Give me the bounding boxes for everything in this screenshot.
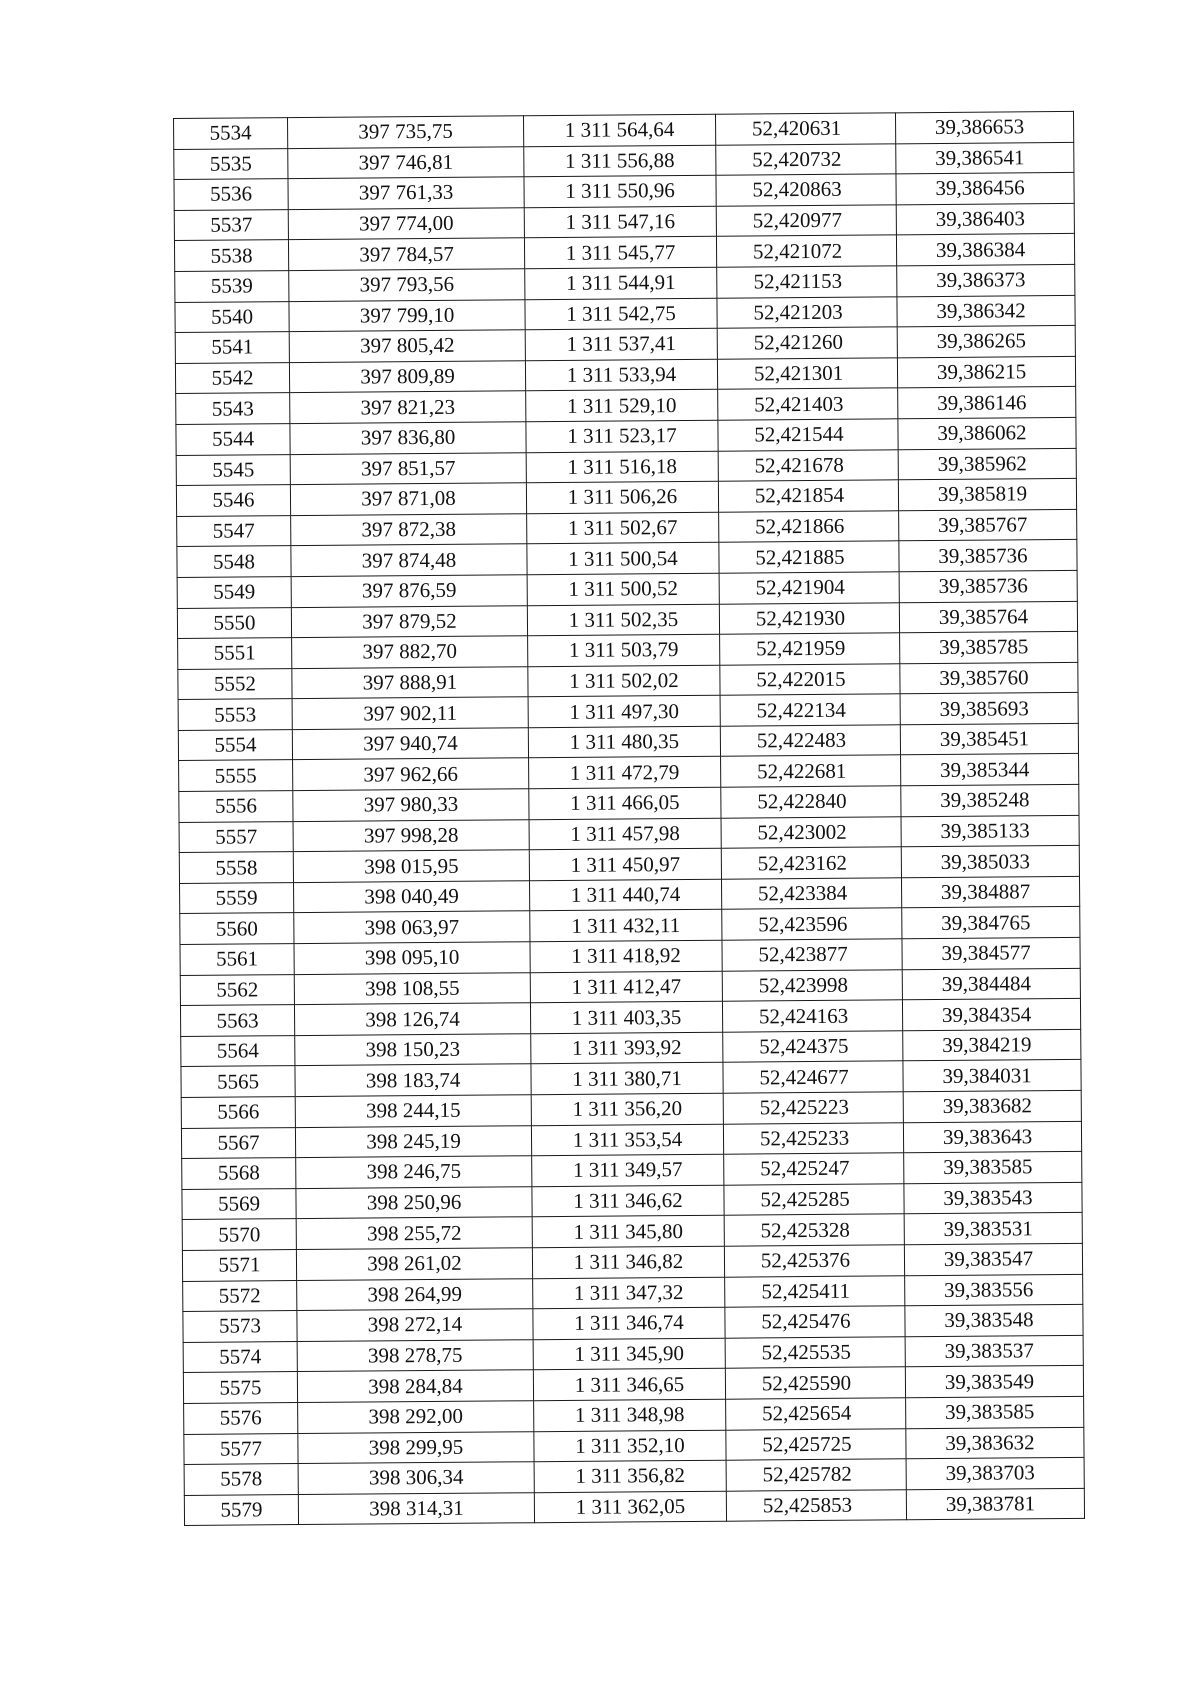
y-coordinate-cell: 1 311 450,97 — [529, 848, 721, 880]
y-coordinate-cell: 1 311 466,05 — [529, 787, 721, 819]
point-number-cell: 5556 — [179, 791, 293, 822]
x-coordinate-cell: 397 793,56 — [289, 269, 525, 301]
latitude-cell: 52,421854 — [718, 480, 898, 512]
longitude-cell: 39,385736 — [899, 540, 1077, 572]
x-coordinate-cell: 397 940,74 — [292, 728, 528, 760]
longitude-cell: 39,385693 — [900, 693, 1078, 725]
latitude-cell: 52,424677 — [723, 1061, 903, 1093]
x-coordinate-cell: 398 284,84 — [297, 1370, 533, 1402]
point-number-cell: 5560 — [180, 913, 294, 944]
point-number-cell: 5570 — [182, 1219, 296, 1250]
y-coordinate-cell: 1 311 502,67 — [527, 512, 719, 544]
point-number-cell: 5569 — [182, 1188, 296, 1219]
x-coordinate-cell: 398 292,00 — [298, 1401, 534, 1433]
latitude-cell: 52,425223 — [723, 1092, 903, 1124]
y-coordinate-cell: 1 311 537,41 — [525, 328, 717, 360]
x-coordinate-cell: 398 250,96 — [296, 1186, 532, 1218]
x-coordinate-cell: 398 246,75 — [296, 1156, 532, 1188]
x-coordinate-cell: 397 851,57 — [290, 452, 526, 484]
longitude-cell: 39,383632 — [906, 1427, 1084, 1459]
y-coordinate-cell: 1 311 480,35 — [528, 726, 720, 758]
longitude-cell: 39,385033 — [901, 846, 1079, 878]
x-coordinate-cell: 397 874,48 — [291, 544, 527, 576]
latitude-cell: 52,425376 — [724, 1245, 904, 1277]
y-coordinate-cell: 1 311 432,11 — [530, 910, 722, 942]
longitude-cell: 39,385764 — [899, 601, 1077, 633]
point-number-cell: 5562 — [180, 974, 294, 1005]
point-number-cell: 5557 — [179, 821, 293, 852]
y-coordinate-cell: 1 311 503,79 — [528, 634, 720, 666]
latitude-cell: 52,423162 — [721, 847, 901, 879]
point-number-cell: 5573 — [183, 1311, 297, 1342]
y-coordinate-cell: 1 311 542,75 — [525, 298, 717, 330]
x-coordinate-cell: 398 264,99 — [297, 1278, 533, 1310]
coordinates-table — [173, 111, 1085, 1526]
x-coordinate-cell: 397 882,70 — [292, 636, 528, 668]
longitude-cell: 39,386146 — [898, 387, 1076, 419]
latitude-cell: 52,425725 — [726, 1428, 906, 1460]
point-number-cell: 5577 — [184, 1433, 298, 1464]
y-coordinate-cell: 1 311 345,90 — [533, 1338, 725, 1370]
longitude-cell: 39,386653 — [895, 111, 1073, 143]
point-number-cell: 5551 — [178, 638, 292, 669]
longitude-cell: 39,385962 — [898, 448, 1076, 480]
x-coordinate-cell: 397 876,59 — [291, 575, 527, 607]
longitude-cell: 39,383547 — [904, 1243, 1082, 1275]
x-coordinate-cell: 397 962,66 — [293, 758, 529, 790]
latitude-cell: 52,422134 — [720, 694, 900, 726]
longitude-cell: 39,383556 — [905, 1274, 1083, 1306]
point-number-cell: 5537 — [174, 209, 288, 240]
longitude-cell: 39,383585 — [906, 1396, 1084, 1428]
point-number-cell: 5543 — [176, 393, 290, 424]
y-coordinate-cell: 1 311 393,92 — [531, 1032, 723, 1064]
longitude-cell: 39,385248 — [901, 784, 1079, 816]
y-coordinate-cell: 1 311 502,35 — [527, 604, 719, 636]
longitude-cell: 39,384887 — [901, 876, 1079, 908]
point-number-cell: 5575 — [183, 1372, 297, 1403]
x-coordinate-cell: 398 040,49 — [294, 881, 530, 913]
y-coordinate-cell: 1 311 500,54 — [527, 543, 719, 575]
table-row — [184, 1488, 1084, 1526]
x-coordinate-cell: 398 244,15 — [295, 1095, 531, 1127]
point-number-cell: 5542 — [175, 362, 289, 393]
longitude-cell: 39,386062 — [898, 417, 1076, 449]
x-coordinate-cell: 397 836,80 — [290, 422, 526, 454]
point-number-cell: 5571 — [182, 1250, 296, 1281]
point-number-cell: 5574 — [183, 1341, 297, 1372]
longitude-cell: 39,386456 — [896, 173, 1074, 205]
latitude-cell: 52,425233 — [723, 1122, 903, 1154]
latitude-cell: 52,421403 — [718, 388, 898, 420]
longitude-cell: 39,385760 — [900, 662, 1078, 694]
longitude-cell: 39,384765 — [902, 907, 1080, 939]
x-coordinate-cell: 398 183,74 — [295, 1064, 531, 1096]
latitude-cell: 52,422681 — [721, 755, 901, 787]
y-coordinate-cell: 1 311 353,54 — [531, 1124, 723, 1156]
y-coordinate-cell: 1 311 346,62 — [532, 1185, 724, 1217]
x-coordinate-cell: 397 888,91 — [292, 666, 528, 698]
point-number-cell: 5564 — [181, 1035, 295, 1066]
x-coordinate-cell: 397 805,42 — [289, 330, 525, 362]
point-number-cell: 5549 — [177, 576, 291, 607]
latitude-cell: 52,423877 — [722, 939, 902, 971]
longitude-cell: 39,383531 — [904, 1213, 1082, 1245]
y-coordinate-cell: 1 311 346,74 — [533, 1307, 725, 1339]
x-coordinate-cell: 397 774,00 — [288, 208, 524, 240]
longitude-cell: 39,385133 — [901, 815, 1079, 847]
latitude-cell: 52,420732 — [716, 143, 896, 175]
x-coordinate-cell: 398 150,23 — [295, 1034, 531, 1066]
longitude-cell: 39,384577 — [902, 937, 1080, 969]
x-coordinate-cell: 397 980,33 — [293, 789, 529, 821]
latitude-cell: 52,425411 — [725, 1275, 905, 1307]
longitude-cell: 39,383549 — [905, 1366, 1083, 1398]
latitude-cell: 52,423596 — [722, 908, 902, 940]
latitude-cell: 52,422840 — [721, 786, 901, 818]
y-coordinate-cell: 1 311 516,18 — [526, 451, 718, 483]
longitude-cell: 39,384031 — [903, 1060, 1081, 1092]
point-number-cell: 5558 — [179, 852, 293, 883]
longitude-cell: 39,386265 — [897, 326, 1075, 358]
longitude-cell: 39,383682 — [903, 1090, 1081, 1122]
latitude-cell: 52,421301 — [717, 358, 897, 390]
point-number-cell: 5553 — [178, 699, 292, 730]
latitude-cell: 52,423998 — [722, 969, 902, 1001]
x-coordinate-cell: 397 998,28 — [293, 819, 529, 851]
latitude-cell: 52,425476 — [725, 1306, 905, 1338]
x-coordinate-cell: 397 872,38 — [291, 513, 527, 545]
y-coordinate-cell: 1 311 346,82 — [532, 1246, 724, 1278]
y-coordinate-cell: 1 311 544,91 — [525, 267, 717, 299]
latitude-cell: 52,421959 — [720, 633, 900, 665]
y-coordinate-cell: 1 311 556,88 — [524, 145, 716, 177]
y-coordinate-cell: 1 311 380,71 — [531, 1063, 723, 1095]
point-number-cell: 5539 — [175, 271, 289, 302]
y-coordinate-cell: 1 311 418,92 — [530, 940, 722, 972]
point-number-cell: 5545 — [176, 454, 290, 485]
longitude-cell: 39,385736 — [899, 570, 1077, 602]
latitude-cell: 52,425853 — [726, 1490, 906, 1522]
x-coordinate-cell: 397 821,23 — [290, 391, 526, 423]
y-coordinate-cell: 1 311 497,30 — [528, 696, 720, 728]
latitude-cell: 52,425590 — [725, 1367, 905, 1399]
x-coordinate-cell: 397 809,89 — [289, 360, 525, 392]
latitude-cell: 52,425328 — [724, 1214, 904, 1246]
x-coordinate-cell: 397 735,75 — [288, 116, 524, 148]
latitude-cell: 52,423384 — [721, 878, 901, 910]
longitude-cell: 39,385451 — [900, 723, 1078, 755]
longitude-cell: 39,386541 — [896, 142, 1074, 174]
point-number-cell: 5567 — [181, 1127, 295, 1158]
latitude-cell: 52,422015 — [720, 663, 900, 695]
point-number-cell: 5535 — [174, 148, 288, 179]
y-coordinate-cell: 1 311 403,35 — [530, 1001, 722, 1033]
longitude-cell: 39,386373 — [897, 264, 1075, 296]
point-number-cell: 5538 — [174, 240, 288, 271]
x-coordinate-cell: 397 761,33 — [288, 177, 524, 209]
latitude-cell: 52,420977 — [716, 205, 896, 237]
x-coordinate-cell: 398 278,75 — [297, 1339, 533, 1371]
y-coordinate-cell: 1 311 564,64 — [523, 114, 715, 146]
latitude-cell: 52,421930 — [719, 602, 899, 634]
y-coordinate-cell: 1 311 352,10 — [534, 1430, 726, 1462]
x-coordinate-cell: 398 126,74 — [294, 1003, 530, 1035]
longitude-cell: 39,383537 — [905, 1335, 1083, 1367]
longitude-cell: 39,385344 — [901, 754, 1079, 786]
y-coordinate-cell: 1 311 362,05 — [534, 1491, 726, 1523]
longitude-cell: 39,384219 — [903, 1029, 1081, 1061]
y-coordinate-cell: 1 311 500,52 — [527, 573, 719, 605]
latitude-cell: 52,424375 — [723, 1031, 903, 1063]
x-coordinate-cell: 398 314,31 — [298, 1492, 534, 1524]
x-coordinate-cell: 397 799,10 — [289, 299, 525, 331]
point-number-cell: 5547 — [177, 515, 291, 546]
y-coordinate-cell: 1 311 346,65 — [533, 1369, 725, 1401]
longitude-cell: 39,383703 — [906, 1458, 1084, 1490]
y-coordinate-cell: 1 311 550,96 — [524, 175, 716, 207]
latitude-cell: 52,420863 — [716, 174, 896, 206]
y-coordinate-cell: 1 311 440,74 — [530, 879, 722, 911]
point-number-cell: 5544 — [176, 424, 290, 455]
x-coordinate-cell: 398 108,55 — [294, 972, 530, 1004]
y-coordinate-cell: 1 311 349,57 — [532, 1154, 724, 1186]
y-coordinate-cell: 1 311 412,47 — [530, 971, 722, 1003]
longitude-cell: 39,386403 — [896, 203, 1074, 235]
longitude-cell: 39,383585 — [904, 1152, 1082, 1184]
point-number-cell: 5572 — [183, 1280, 297, 1311]
point-number-cell: 5561 — [180, 944, 294, 975]
y-coordinate-cell: 1 311 347,32 — [533, 1277, 725, 1309]
x-coordinate-cell: 397 902,11 — [292, 697, 528, 729]
point-number-cell: 5579 — [184, 1494, 298, 1525]
point-number-cell: 5554 — [178, 729, 292, 760]
y-coordinate-cell: 1 311 348,98 — [534, 1399, 726, 1431]
y-coordinate-cell: 1 311 523,17 — [526, 420, 718, 452]
point-number-cell: 5541 — [175, 332, 289, 363]
x-coordinate-cell: 398 272,14 — [297, 1309, 533, 1341]
point-number-cell: 5546 — [176, 485, 290, 516]
latitude-cell: 52,421260 — [717, 327, 897, 359]
y-coordinate-cell: 1 311 472,79 — [529, 757, 721, 789]
point-number-cell: 5540 — [175, 301, 289, 332]
latitude-cell: 52,421072 — [716, 235, 896, 267]
latitude-cell: 52,424163 — [722, 1000, 902, 1032]
x-coordinate-cell: 397 879,52 — [291, 605, 527, 637]
longitude-cell: 39,383781 — [906, 1488, 1084, 1520]
point-number-cell: 5566 — [181, 1097, 295, 1128]
x-coordinate-cell: 398 255,72 — [296, 1217, 532, 1249]
latitude-cell: 52,425285 — [724, 1184, 904, 1216]
longitude-cell: 39,385819 — [898, 479, 1076, 511]
point-number-cell: 5552 — [178, 668, 292, 699]
x-coordinate-cell: 398 095,10 — [294, 942, 530, 974]
latitude-cell: 52,420631 — [715, 113, 895, 145]
longitude-cell: 39,383548 — [905, 1305, 1083, 1337]
y-coordinate-cell: 1 311 547,16 — [524, 206, 716, 238]
x-coordinate-cell: 398 063,97 — [294, 911, 530, 943]
latitude-cell: 52,421885 — [719, 541, 899, 573]
point-number-cell: 5555 — [179, 760, 293, 791]
x-coordinate-cell: 397 871,08 — [290, 483, 526, 515]
x-coordinate-cell: 398 261,02 — [296, 1248, 532, 1280]
y-coordinate-cell: 1 311 457,98 — [529, 818, 721, 850]
x-coordinate-cell: 398 306,34 — [298, 1462, 534, 1494]
latitude-cell: 52,421153 — [717, 266, 897, 298]
longitude-cell: 39,384354 — [902, 999, 1080, 1031]
y-coordinate-cell: 1 311 502,02 — [528, 665, 720, 697]
point-number-cell: 5550 — [177, 607, 291, 638]
latitude-cell: 52,421203 — [717, 296, 897, 328]
x-coordinate-cell: 398 015,95 — [293, 850, 529, 882]
point-number-cell: 5559 — [180, 882, 294, 913]
point-number-cell: 5548 — [177, 546, 291, 577]
longitude-cell: 39,384484 — [902, 968, 1080, 1000]
latitude-cell: 52,421904 — [719, 572, 899, 604]
latitude-cell: 52,425247 — [724, 1153, 904, 1185]
x-coordinate-cell: 397 784,57 — [288, 238, 524, 270]
y-coordinate-cell: 1 311 356,20 — [531, 1093, 723, 1125]
x-coordinate-cell: 398 245,19 — [295, 1125, 531, 1157]
x-coordinate-cell: 397 746,81 — [288, 146, 524, 178]
point-number-cell: 5568 — [182, 1158, 296, 1189]
y-coordinate-cell: 1 311 356,82 — [534, 1460, 726, 1492]
y-coordinate-cell: 1 311 545,77 — [524, 237, 716, 269]
longitude-cell: 39,385767 — [899, 509, 1077, 541]
latitude-cell: 52,421678 — [718, 449, 898, 481]
point-number-cell: 5578 — [184, 1464, 298, 1495]
longitude-cell: 39,386384 — [896, 234, 1074, 266]
x-coordinate-cell: 398 299,95 — [298, 1431, 534, 1463]
y-coordinate-cell: 1 311 533,94 — [525, 359, 717, 391]
point-number-cell: 5576 — [184, 1402, 298, 1433]
point-number-cell: 5563 — [180, 1005, 294, 1036]
latitude-cell: 52,421544 — [718, 419, 898, 451]
latitude-cell: 52,423002 — [721, 816, 901, 848]
longitude-cell: 39,386215 — [897, 356, 1075, 388]
longitude-cell: 39,385785 — [900, 632, 1078, 664]
y-coordinate-cell: 1 311 345,80 — [532, 1216, 724, 1248]
y-coordinate-cell: 1 311 529,10 — [526, 390, 718, 422]
latitude-cell: 52,425535 — [725, 1337, 905, 1369]
longitude-cell: 39,383543 — [904, 1182, 1082, 1214]
point-number-cell: 5534 — [174, 118, 288, 149]
latitude-cell: 52,425782 — [726, 1459, 906, 1491]
y-coordinate-cell: 1 311 506,26 — [526, 481, 718, 513]
latitude-cell: 52,422483 — [720, 725, 900, 757]
latitude-cell: 52,421866 — [719, 511, 899, 543]
coordinates-table-body — [174, 111, 1085, 1525]
latitude-cell: 52,425654 — [726, 1398, 906, 1430]
point-number-cell: 5565 — [181, 1066, 295, 1097]
longitude-cell: 39,383643 — [903, 1121, 1081, 1153]
longitude-cell: 39,386342 — [897, 295, 1075, 327]
point-number-cell: 5536 — [174, 179, 288, 210]
